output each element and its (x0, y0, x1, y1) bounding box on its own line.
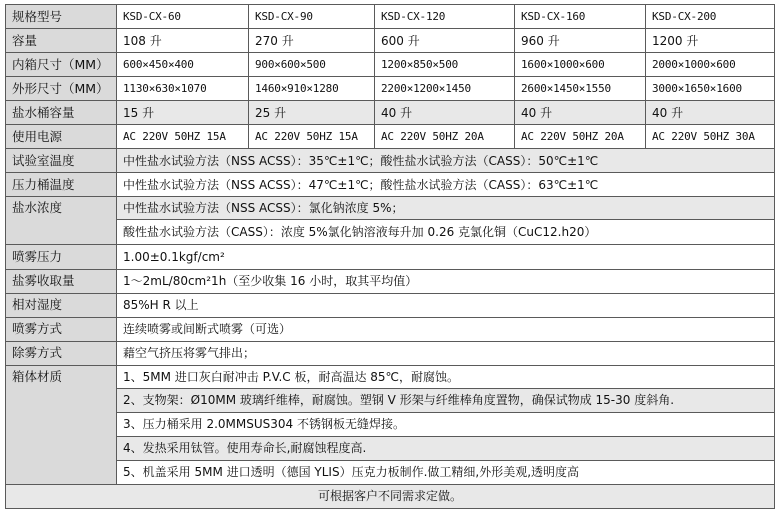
brine-capacity-label: 盐水桶容量 (6, 101, 117, 125)
material-item: 2、支物架：Ø10MM 玻璃纤维棒，耐腐蚀。塑钢 V 形架与纤维棒角度置物，确保试物成 15-30 度斜角. (117, 388, 775, 412)
footer-note: 可根据客户不同需求定做。 (6, 484, 775, 508)
humidity-row (6, 293, 775, 317)
fog-collect-label: 盐雾收取量 (6, 269, 117, 293)
inner-size-cell: 1600×1000×600 (515, 53, 646, 77)
outer-size-cell: 1130×630×1070 (117, 77, 249, 101)
tank-temp-value: 中性盐水试验方法（NSS ACSS）：47℃±1℃；酸性盐水试验方法（CASS）：63℃±1℃ (117, 173, 775, 197)
outer-size-label: 外形尺寸（MM） (6, 77, 117, 101)
spray-mode-label: 喷雾方式 (6, 317, 117, 341)
salt-label: 盐水浓度 (6, 197, 117, 245)
outer-size-cell: 2600×1450×1550 (515, 77, 646, 101)
power-cell: AC 220V 50HZ 15A (117, 125, 249, 149)
power-cell: AC 220V 50HZ 30A (646, 125, 775, 149)
outer-size-cell: 1460×910×1280 (249, 77, 375, 101)
outer-size-cell: 2200×1200×1450 (375, 77, 515, 101)
spec-table (5, 4, 775, 509)
salt-row-2 (6, 220, 775, 245)
capacity-cell: 1200 升 (646, 29, 775, 53)
spray-pressure-label: 喷雾压力 (6, 245, 117, 269)
spray-pressure-row (6, 245, 775, 269)
material-row-5 (6, 460, 775, 484)
inner-size-cell: 2000×1000×600 (646, 53, 775, 77)
material-item: 4、发热采用钛管。使用寿命长,耐腐蚀程度高. (117, 436, 775, 460)
spray-mode-value: 连续喷雾或间断式喷雾（可选） (117, 317, 775, 341)
salt-line-neutral: 中性盐水试验方法（NSS ACSS）：氯化钠浓度 5%； (117, 197, 775, 220)
model-label: 规格型号 (6, 5, 117, 29)
capacity-cell: 960 升 (515, 29, 646, 53)
fog-collect-value: 1～2mL/80cm²1h（至少收集 16 小时，取其平均值） (117, 269, 775, 293)
defog-row (6, 341, 775, 365)
brine-capacity-cell: 15 升 (117, 101, 249, 125)
fog-collect-row (6, 269, 775, 293)
salt-line-acid: 酸性盐水试验方法（CASS）：浓度 5%氯化钠溶液每升加 0.26 克氯化铜（CuC12.h20） (117, 220, 775, 245)
footer-row (6, 484, 775, 508)
capacity-cell: 600 升 (375, 29, 515, 53)
capacity-row (6, 29, 775, 53)
material-label: 箱体材质 (6, 365, 117, 484)
defog-label: 除雾方式 (6, 341, 117, 365)
material-item: 5、机盖采用 5MM 进口透明（德国 YLIS）压克力板制作.做工精细,外形美观,透明度高 (117, 460, 775, 484)
test-temp-row (6, 149, 775, 173)
test-temp-label: 试验室温度 (6, 149, 117, 173)
outer-size-row (6, 77, 775, 101)
inner-size-row (6, 53, 775, 77)
material-item: 3、压力桶采用 2.0MMSUS304 不锈钢板无缝焊接。 (117, 412, 775, 436)
brine-capacity-cell: 40 升 (646, 101, 775, 125)
tank-temp-row (6, 173, 775, 197)
power-label: 使用电源 (6, 125, 117, 149)
inner-size-label: 内箱尺寸（MM） (6, 53, 117, 77)
power-cell: AC 220V 50HZ 15A (249, 125, 375, 149)
inner-size-cell: 900×600×500 (249, 53, 375, 77)
brine-capacity-cell: 40 升 (375, 101, 515, 125)
defog-value: 藉空气挤压将雾气排出； (117, 341, 775, 365)
material-row-4 (6, 436, 775, 460)
material-item: 1、5MM 进口灰白耐冲击 P.V.C 板，耐高温达 85℃，耐腐蚀。 (117, 365, 775, 388)
power-row (6, 125, 775, 149)
humidity-value: 85%H R 以上 (117, 293, 775, 317)
capacity-cell: 108 升 (117, 29, 249, 53)
capacity-cell: 270 升 (249, 29, 375, 53)
brine-capacity-cell: 40 升 (515, 101, 646, 125)
model-cell: KSD-CX-60 (117, 5, 249, 29)
tank-temp-label: 压力桶温度 (6, 173, 117, 197)
brine-capacity-row (6, 101, 775, 125)
material-row-2 (6, 388, 775, 412)
model-cell: KSD-CX-120 (375, 5, 515, 29)
power-cell: AC 220V 50HZ 20A (515, 125, 646, 149)
model-row (6, 5, 775, 29)
material-row-3 (6, 412, 775, 436)
brine-capacity-cell: 25 升 (249, 101, 375, 125)
salt-row-1 (6, 197, 775, 220)
material-row-1 (6, 365, 775, 388)
model-cell: KSD-CX-200 (646, 5, 775, 29)
capacity-label: 容量 (6, 29, 117, 53)
model-cell: KSD-CX-90 (249, 5, 375, 29)
humidity-label: 相对湿度 (6, 293, 117, 317)
outer-size-cell: 3000×1650×1600 (646, 77, 775, 101)
inner-size-cell: 600×450×400 (117, 53, 249, 77)
model-cell: KSD-CX-160 (515, 5, 646, 29)
spray-pressure-value: 1.00±0.1kgf/cm² (117, 245, 775, 269)
power-cell: AC 220V 50HZ 20A (375, 125, 515, 149)
test-temp-value: 中性盐水试验方法（NSS ACSS）：35℃±1℃；酸性盐水试验方法（CASS）：50℃±1℃ (117, 149, 775, 173)
inner-size-cell: 1200×850×500 (375, 53, 515, 77)
spray-mode-row (6, 317, 775, 341)
